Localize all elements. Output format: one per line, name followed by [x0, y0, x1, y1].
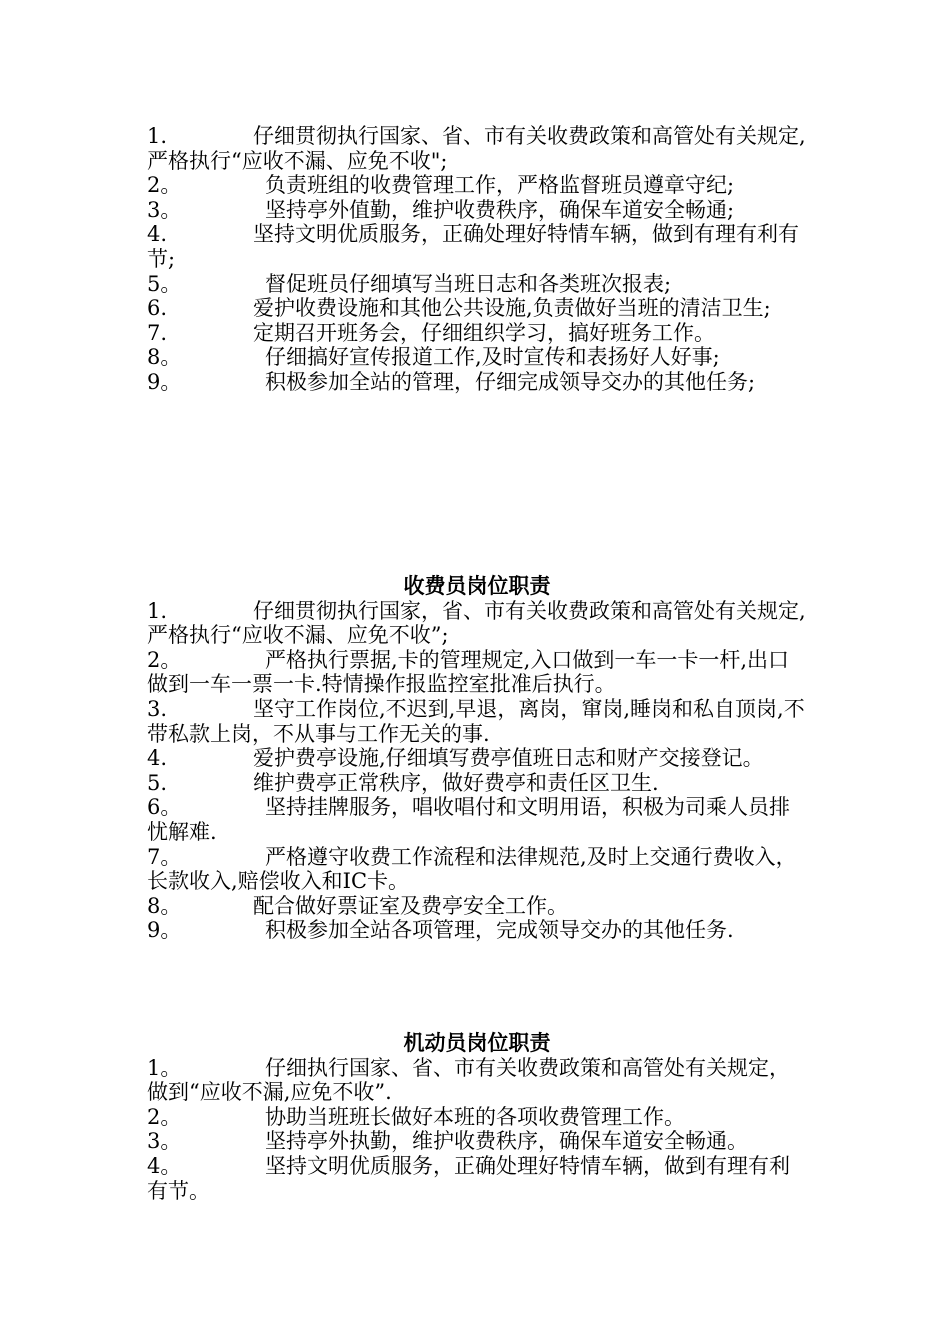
section-monitor-duties — [147, 124, 807, 395]
item-text: 仔细贯彻执行国家、省、市有关收费政策和高管处有关规定,严格执行“应收不漏、应免不收"; — [147, 124, 806, 173]
item-number: 2。 — [147, 1104, 182, 1129]
item-number: 1. — [147, 124, 168, 148]
item-number: 3. — [147, 696, 168, 721]
list-item — [147, 222, 807, 271]
item-text: 坚持挂牌服务，唱收唱付和文明用语，积极为司乘人员排忧解难. — [147, 795, 790, 844]
item-text: 仔细搞好宣传报道工作,及时宣传和表扬好人好事; — [265, 345, 720, 370]
list-item — [147, 771, 807, 796]
list-item — [147, 918, 807, 943]
item-number: 7。 — [147, 844, 182, 869]
item-text: 严格遵守收费工作流程和法律规范,及时上交通行费收入，长款收入,赔偿收入和IC卡。 — [147, 844, 797, 894]
list-item — [147, 124, 807, 173]
item-text: 督促班员仔细填写当班日志和各类班次报表; — [265, 271, 672, 296]
item-number: 4. — [147, 222, 168, 247]
item-number: 6. — [147, 296, 168, 321]
list-item — [147, 345, 807, 370]
item-text: 配合做好票证室及费亭安全工作。 — [253, 893, 568, 918]
item-text: 积极参加全站各项管理，完成领导交办的其他任务. — [265, 918, 734, 943]
item-number: 5。 — [147, 271, 182, 296]
list-item — [147, 1056, 807, 1105]
list-item — [147, 1105, 807, 1130]
item-number: 5. — [147, 770, 168, 795]
item-number: 2。 — [147, 173, 182, 198]
item-number: 1。 — [147, 1055, 182, 1080]
list-item — [147, 296, 807, 321]
item-text: 负责班组的收费管理工作，严格监督班员遵章守纪; — [265, 173, 735, 198]
item-text: 积极参加全站的管理，仔细完成领导交办的其他任务; — [265, 369, 756, 394]
item-text: 严格执行票据,卡的管理规定,入口做到一车一卡一杆,出口做到一车一票一卡.特情操作报监控室批准后执行。 — [147, 647, 790, 697]
item-number: 8。 — [147, 345, 182, 370]
item-text: 坚持文明优质服务，正确处理好特情车辆，做到有理有利有节; — [147, 222, 799, 271]
item-text: 坚持亭外执勤，维护收费秩序，确保车道安全畅通。 — [265, 1129, 748, 1154]
item-number: 9。 — [147, 369, 182, 394]
section-title: 机动员岗位职责 — [403, 1030, 551, 1055]
list-item — [147, 746, 807, 771]
item-number: 4. — [147, 746, 168, 771]
section-title: 收费员岗位职责 — [403, 573, 551, 598]
item-number: 2。 — [147, 647, 182, 672]
section-mobile-staff-duties — [147, 1031, 807, 1203]
section-toll-collector-duties — [147, 574, 807, 943]
list-item — [147, 894, 807, 919]
list-item — [147, 1129, 807, 1154]
list-item — [147, 173, 807, 198]
item-text: 坚守工作岗位,不迟到,早退，离岗，窜岗,睡岗和私自顶岗,不带私款上岗，不从事与工作无关的事. — [147, 696, 805, 746]
item-number: 1. — [147, 598, 168, 623]
list-item — [147, 795, 807, 844]
item-number: 3。 — [147, 1129, 182, 1154]
list-item — [147, 198, 807, 223]
item-text: 爱护收费设施和其他公共设施,负责做好当班的清洁卫生; — [253, 296, 771, 321]
item-number: 8。 — [147, 893, 182, 918]
item-text: 爱护费亭设施,仔细填写费亭值班日志和财产交接登记。 — [253, 746, 764, 771]
item-text: 协助当班班长做好本班的各项收费管理工作。 — [265, 1104, 685, 1129]
item-number: 4。 — [147, 1153, 182, 1178]
item-number: 7. — [147, 320, 168, 345]
list-item — [147, 845, 807, 894]
item-text: 定期召开班务会，仔细组织学习，搞好班务工作。 — [253, 320, 715, 345]
list-item — [147, 599, 807, 648]
list-item — [147, 1154, 807, 1203]
list-item — [147, 648, 807, 697]
list-item — [147, 697, 807, 746]
list-item — [147, 272, 807, 297]
item-text: 仔细执行国家、省、市有关收费政策和高管处有关规定，做到“应收不漏,应免不收”. — [147, 1055, 790, 1105]
item-text: 坚持文明优质服务，正确处理好特情车辆，做到有理有利有节。 — [147, 1153, 790, 1203]
item-text: 仔细贯彻执行国家，省、市有关收费政策和高管处有关规定,严格执行“应收不漏、应免不收”; — [147, 598, 806, 648]
item-number: 3。 — [147, 197, 182, 222]
list-item — [147, 321, 807, 346]
item-text: 维护费亭正常秩序，做好费亭和责任区卫生. — [253, 770, 659, 795]
item-number: 6。 — [147, 795, 182, 820]
list-item — [147, 370, 807, 395]
item-number: 9。 — [147, 918, 182, 943]
item-text: 坚持亭外值勤，维护收费秩序，确保车道安全畅通; — [265, 197, 735, 222]
